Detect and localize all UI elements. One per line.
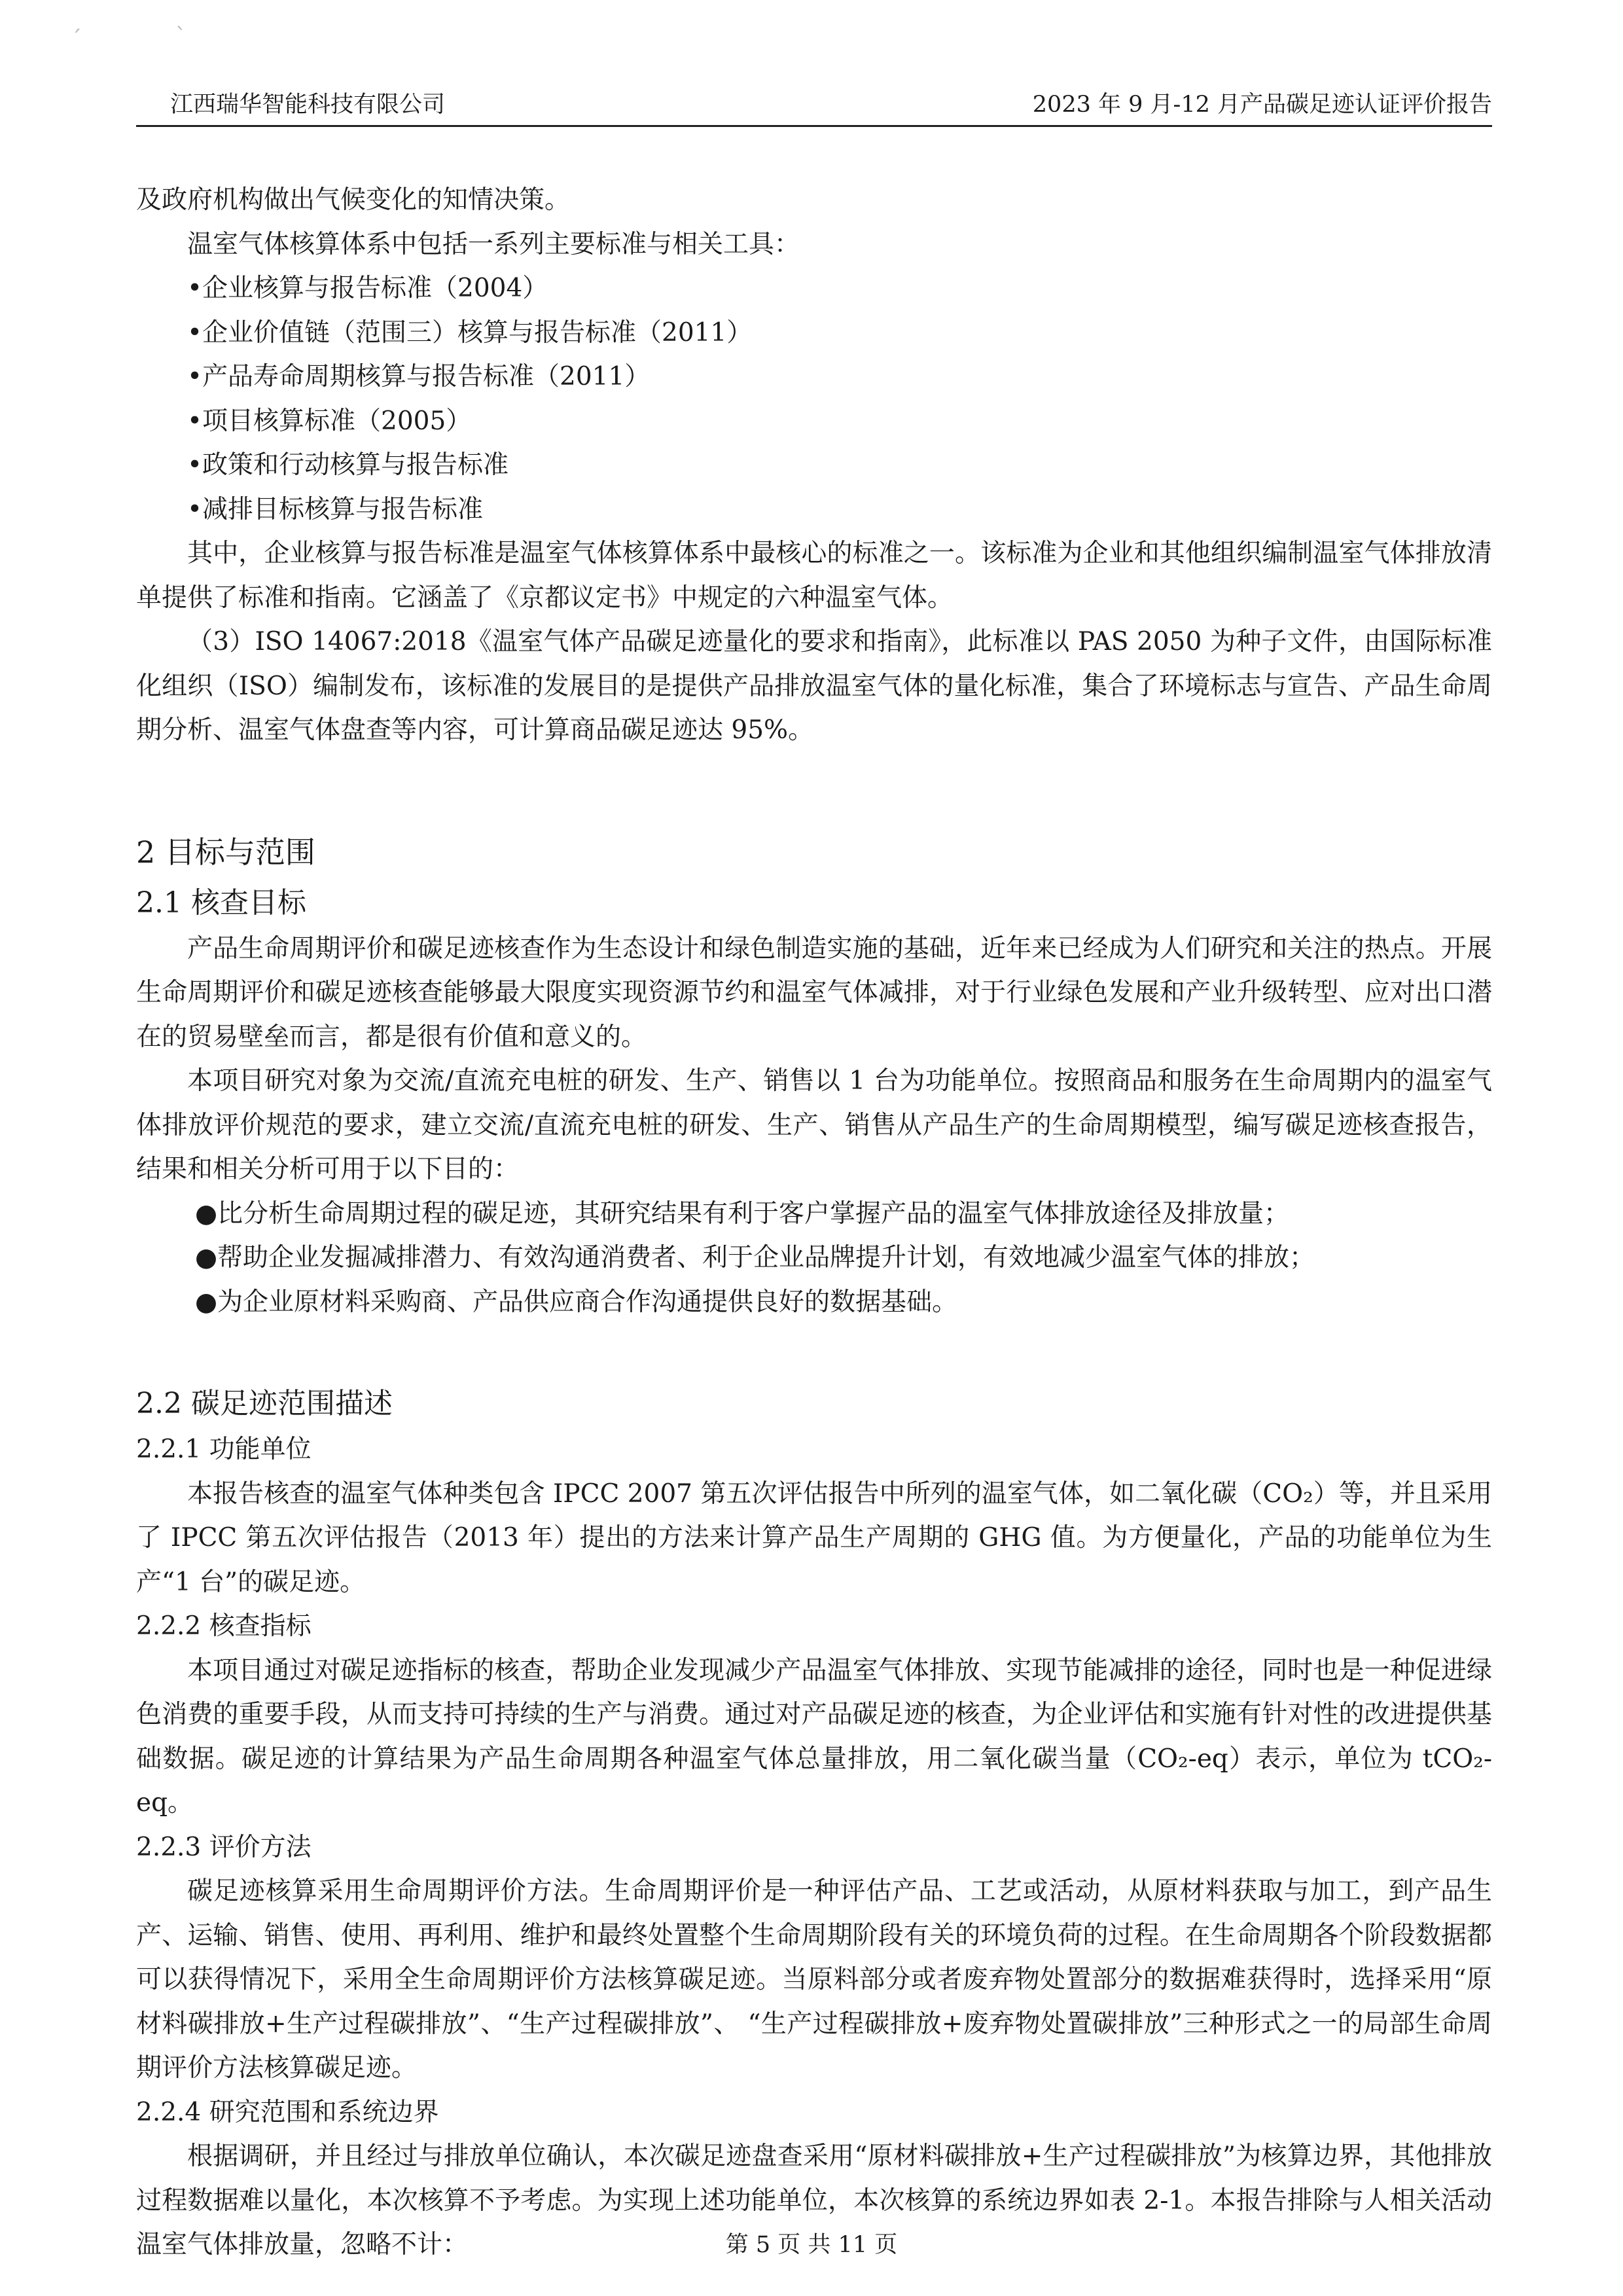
paragraph: 本报告核查的温室气体种类包含 IPCC 2007 第五次评估报告中所列的温室气体，如二氧化碳（CO₂）等，并且采用了 IPCC 第五次评估报告（2013 年）提出的方法来计算产品生产周期的 GHG 值。为方便量化，产品的功能单位为生产“1 台”的碳足迹。 <box>136 1479 1492 1597</box>
paragraph: 产品生命周期评价和碳足迹核查作为生态设计和绿色制造实施的基础，近年来已经成为人们研究和关注的热点。开展生命周期评价和碳足迹核查能够最大限度实现资源节约和温室气体减排，对于行业绿色发展和产业升级转型、应对出口潜在的贸易壁垒而言，都是很有价值和意义的。 <box>136 933 1492 1052</box>
paragraph: 碳足迹核算采用生命周期评价方法。生命周期评价是一种评估产品、工艺或活动，从原材料获取与加工，到产品生产、运输、销售、使用、再利用、维护和最终处置整个生命周期阶段有关的环境负荷的过程。在生命周期各个阶段数据都可以获得情况下，采用全生命周期评价方法核算碳足迹。当原料部分或者废弃物处置部分的数据难获得时，选择采用“原材料碳排放+生产过程碳排放”、“生产过程碳排放”、 “生产过程碳排放+废弃物处置碳排放”三种形式之一的局部生命周期评价方法核算碳足迹。 <box>136 1876 1492 2083</box>
subsubsection-heading: 2.2.2 核查指标 <box>136 1611 312 1641</box>
standard-item: •政策和行动核算与报告标准 <box>187 450 509 480</box>
page-header <box>136 85 1492 124</box>
paragraph-core-standard: 其中，企业核算与报告标准是温室气体核算体系中最核心的标准之一。该标准为企业和其他组织编制温室气体排放清单提供了标准和指南。它涵盖了《京都议定书》中规定的六种温室气体。 <box>136 539 1492 613</box>
standard-item: •企业核算与报告标准（2004） <box>187 274 548 303</box>
subsubsection-heading: 2.2.4 研究范围和系统边界 <box>136 2097 439 2127</box>
standard-item: •项目核算标准（2005） <box>187 406 472 436</box>
header-report-title: 2023 年 9 月-12 月产品碳足迹认证评价报告 <box>1032 92 1492 118</box>
paragraph-continued: 及政府机构做出气候变化的知情决策。 <box>136 185 571 215</box>
purpose-item: ●比分析生命周期过程的碳足迹，其研究结果有利于客户掌握产品的温室气体排放途径及排放量； <box>195 1198 1290 1229</box>
paragraph-standards-intro: 温室气体核算体系中包括一系列主要标准与相关工具： <box>187 229 800 259</box>
purpose-item: ●帮助企业发掘减排潜力、有效沟通消费者、利于企业品牌提升计划，有效地减少温室气体的排放； <box>195 1243 1315 1272</box>
subsubsection-heading: 2.2.1 功能单位 <box>136 1435 312 1464</box>
page-number: 第 5 页 共 11 页 <box>725 2232 898 2258</box>
subsection-heading: 2.1 核查目标 <box>136 886 306 920</box>
scan-mark: ˊ <box>71 26 82 52</box>
subsubsection-heading: 2.2.3 评价方法 <box>136 1832 312 1862</box>
paragraph: 本项目通过对碳足迹指标的核查，帮助企业发现减少产品温室气体排放、实现节能减排的途径，同时也是一种促进绿色消费的重要手段，从而支持可持续的生产与消费。通过对产品碳足迹的核查，为企业评估和实施有针对性的改进提供基础数据。碳足迹的计算结果为产品生命周期各种温室气体总量排放，用二氧化碳当量（CO₂-eq）表示，单位为 tCO₂-eq。 <box>136 1655 1492 1818</box>
paragraph-iso14067: （3）ISO 14067:2018《温室气体产品碳足迹量化的要求和指南》，此标准以 PAS 2050 为种子文件，由国际标准化组织（ISO）编制发布，该标准的发展目的是提供产品排放温室气体的量化标准，集合了环境标志与宣告、产品生命周期分析、温室气体盘查等内容，可计算商品碳足迹达 95%。 <box>136 627 1492 745</box>
header-rule <box>136 125 1492 127</box>
header-company: 江西瑞华智能科技有限公司 <box>170 92 446 118</box>
paragraph: 本项目研究对象为交流/直流充电桩的研发、生产、销售以 1 台为功能单位。按照商品和服务在生命周期内的温室气体排放评价规范的要求，建立交流/直流充电桩的研发、生产、销售从产品生产的生命周期模型，编写碳足迹核查报告，结果和相关分析可用于以下目的： <box>136 1066 1492 1184</box>
standard-item: •企业价值链（范围三）核算与报告标准（2011） <box>187 317 753 348</box>
standard-item: •减排目标核算与报告标准 <box>187 494 484 524</box>
standard-item: •产品寿命周期核算与报告标准（2011） <box>187 362 651 391</box>
subsection-heading: 2.2 碳足迹范围描述 <box>136 1387 393 1420</box>
scan-mark: ˋ <box>175 24 187 50</box>
section-heading: 2 目标与范围 <box>136 834 315 870</box>
paragraph: 根据调研，并且经过与排放单位确认，本次碳足迹盘查采用“原材料碳排放+生产过程碳排放”为核算边界，其他排放过程数据难以量化，本次核算不予考虑。为实现上述功能单位，本次核算的系统边界如表 2-1。本报告排除与人相关活动温室气体排放量，忽略不计： <box>136 2142 1492 2259</box>
purpose-item: ●为企业原材料采购商、产品供应商合作沟通提供良好的数据基础。 <box>195 1287 958 1317</box>
page-body <box>136 178 1492 2267</box>
